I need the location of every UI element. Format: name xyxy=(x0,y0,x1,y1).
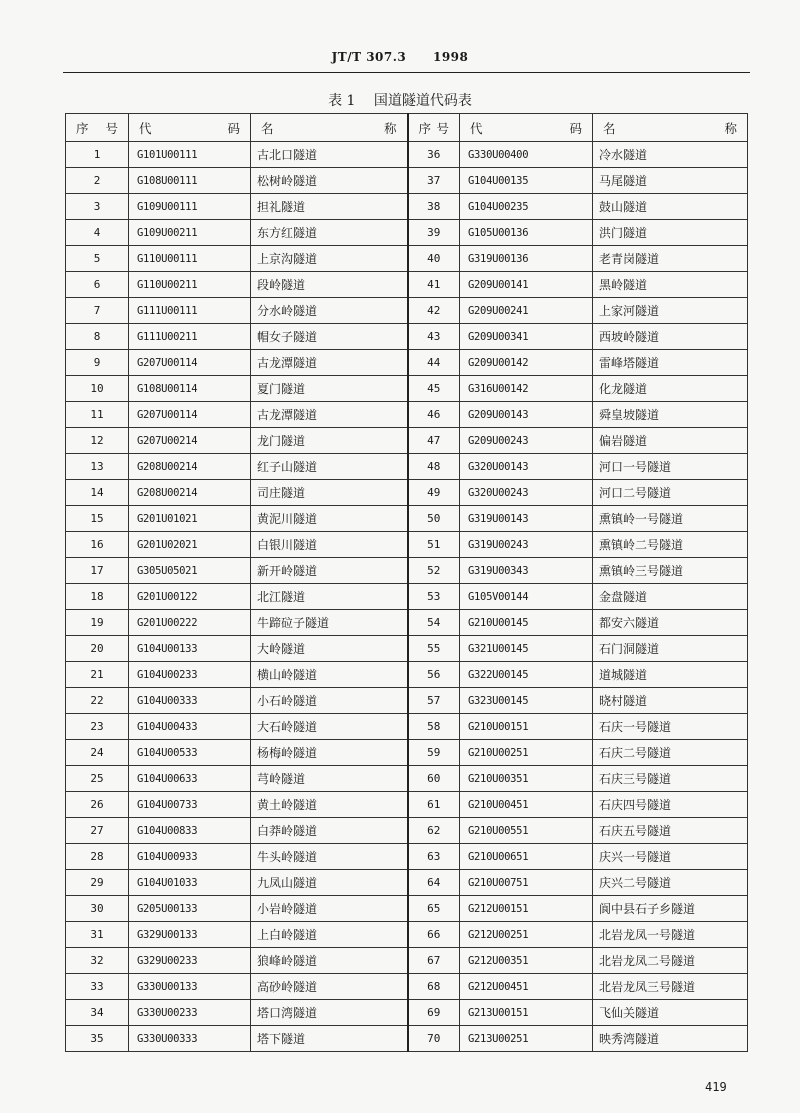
seq-cell: 42 xyxy=(408,298,460,324)
name-cell: 马尾隧道 xyxy=(593,168,748,194)
code-cell: G322U00145 xyxy=(460,662,593,688)
name-cell: 河口一号隧道 xyxy=(593,454,748,480)
header-char: 码 xyxy=(227,120,240,136)
name-cell: 北岩龙凤一号隧道 xyxy=(593,922,748,948)
name-cell: 北岩龙凤三号隧道 xyxy=(593,974,748,1000)
name-cell: 杨梅岭隧道 xyxy=(251,740,408,766)
seq-cell: 31 xyxy=(66,922,129,948)
name-cell: 分水岭隧道 xyxy=(251,298,408,324)
code-cell: G320U00243 xyxy=(460,480,593,506)
name-cell: 龙门隧道 xyxy=(251,428,408,454)
name-cell: 阆中县石子乡隧道 xyxy=(593,896,748,922)
code-cell: G209U00141 xyxy=(460,272,593,298)
standard-number: JT/T 307.3 xyxy=(331,50,407,64)
seq-cell: 67 xyxy=(408,948,460,974)
name-cell: 松树岭隧道 xyxy=(251,168,408,194)
header-label xyxy=(66,119,128,137)
header-char: 名 xyxy=(261,120,274,136)
seq-cell: 69 xyxy=(408,1000,460,1026)
code-cell: G330U00333 xyxy=(129,1026,251,1052)
name-cell: 庆兴一号隧道 xyxy=(593,844,748,870)
header-seq-left xyxy=(66,114,129,142)
seq-cell: 15 xyxy=(66,506,129,532)
code-cell: G209U00142 xyxy=(460,350,593,376)
seq-cell: 58 xyxy=(408,714,460,740)
seq-cell: 36 xyxy=(408,142,460,168)
seq-cell: 8 xyxy=(66,324,129,350)
table-row xyxy=(66,428,748,454)
seq-cell: 61 xyxy=(408,792,460,818)
name-cell: 石庆五号隧道 xyxy=(593,818,748,844)
name-cell: 金盘隧道 xyxy=(593,584,748,610)
name-cell: 白莽岭隧道 xyxy=(251,818,408,844)
table-number: 表 1 xyxy=(328,93,356,109)
code-cell: G213U00251 xyxy=(460,1026,593,1052)
code-cell: G212U00251 xyxy=(460,922,593,948)
code-cell: G201U00222 xyxy=(129,610,251,636)
table-row xyxy=(66,792,748,818)
name-cell: 北岩龙凤二号隧道 xyxy=(593,948,748,974)
table-row xyxy=(66,168,748,194)
table-row xyxy=(66,376,748,402)
table-row xyxy=(66,194,748,220)
seq-cell: 48 xyxy=(408,454,460,480)
table-row xyxy=(66,402,748,428)
name-cell: 高砂岭隧道 xyxy=(251,974,408,1000)
name-cell: 庆兴二号隧道 xyxy=(593,870,748,896)
name-cell: 北江隧道 xyxy=(251,584,408,610)
code-cell: G323U00145 xyxy=(460,688,593,714)
code-cell: G210U00451 xyxy=(460,792,593,818)
seq-cell: 23 xyxy=(66,714,129,740)
seq-cell: 9 xyxy=(66,350,129,376)
name-cell: 段岭隧道 xyxy=(251,272,408,298)
name-cell: 老青岗隧道 xyxy=(593,246,748,272)
code-cell: G210U00251 xyxy=(460,740,593,766)
name-cell: 河口二号隧道 xyxy=(593,480,748,506)
code-cell: G329U00133 xyxy=(129,922,251,948)
header-name-left xyxy=(251,114,408,142)
table-row xyxy=(66,246,748,272)
table-row xyxy=(66,298,748,324)
code-cell: G330U00133 xyxy=(129,974,251,1000)
seq-cell: 2 xyxy=(66,168,129,194)
code-cell: G110U00111 xyxy=(129,246,251,272)
name-cell: 石庆四号隧道 xyxy=(593,792,748,818)
name-cell: 古北口隧道 xyxy=(251,142,408,168)
name-cell: 狼峰岭隧道 xyxy=(251,948,408,974)
name-cell: 石庆一号隧道 xyxy=(593,714,748,740)
seq-cell: 44 xyxy=(408,350,460,376)
code-cell: G208U00214 xyxy=(129,480,251,506)
name-cell: 古龙潭隧道 xyxy=(251,350,408,376)
header-char: 序 xyxy=(76,120,89,136)
table-row xyxy=(66,532,748,558)
name-cell: 偏岩隧道 xyxy=(593,428,748,454)
code-cell: G111U00211 xyxy=(129,324,251,350)
header-char: 号 xyxy=(436,120,449,136)
code-cell: G208U00214 xyxy=(129,454,251,480)
seq-cell: 27 xyxy=(66,818,129,844)
code-cell: G207U00114 xyxy=(129,350,251,376)
code-cell: G210U00751 xyxy=(460,870,593,896)
code-cell: G212U00451 xyxy=(460,974,593,1000)
name-cell: 塔口湾隧道 xyxy=(251,1000,408,1026)
name-cell: 冷水隧道 xyxy=(593,142,748,168)
name-cell: 新开岭隧道 xyxy=(251,558,408,584)
header-label xyxy=(409,119,460,137)
seq-cell: 45 xyxy=(408,376,460,402)
seq-cell: 52 xyxy=(408,558,460,584)
seq-cell: 41 xyxy=(408,272,460,298)
name-cell: 东方红隧道 xyxy=(251,220,408,246)
header-code-right xyxy=(460,114,593,142)
name-cell: 鼓山隧道 xyxy=(593,194,748,220)
code-cell: G207U00214 xyxy=(129,428,251,454)
table-row xyxy=(66,610,748,636)
table-row xyxy=(66,506,748,532)
seq-cell: 30 xyxy=(66,896,129,922)
code-cell: G319U00243 xyxy=(460,532,593,558)
name-cell: 九凤山隧道 xyxy=(251,870,408,896)
seq-cell: 55 xyxy=(408,636,460,662)
seq-cell: 65 xyxy=(408,896,460,922)
seq-cell: 60 xyxy=(408,766,460,792)
seq-cell: 25 xyxy=(66,766,129,792)
name-cell: 大石岭隧道 xyxy=(251,714,408,740)
seq-cell: 6 xyxy=(66,272,129,298)
code-cell: G316U00142 xyxy=(460,376,593,402)
name-cell: 横山岭隧道 xyxy=(251,662,408,688)
code-cell: G207U00114 xyxy=(129,402,251,428)
header-char: 名 xyxy=(603,120,616,136)
name-cell: 小石岭隧道 xyxy=(251,688,408,714)
code-cell: G330U00400 xyxy=(460,142,593,168)
seq-cell: 38 xyxy=(408,194,460,220)
seq-cell: 20 xyxy=(66,636,129,662)
code-cell: G305U05021 xyxy=(129,558,251,584)
table-row xyxy=(66,688,748,714)
code-cell: G105U00136 xyxy=(460,220,593,246)
code-cell: G104U00533 xyxy=(129,740,251,766)
code-cell: G104U00135 xyxy=(460,168,593,194)
seq-cell: 29 xyxy=(66,870,129,896)
seq-cell: 43 xyxy=(408,324,460,350)
table-row xyxy=(66,272,748,298)
seq-cell: 26 xyxy=(66,792,129,818)
seq-cell: 64 xyxy=(408,870,460,896)
name-cell: 小岩岭隧道 xyxy=(251,896,408,922)
header-label xyxy=(593,119,747,137)
name-cell: 黄泥川隧道 xyxy=(251,506,408,532)
name-cell: 洪门隧道 xyxy=(593,220,748,246)
seq-cell: 33 xyxy=(66,974,129,1000)
name-cell: 牛头岭隧道 xyxy=(251,844,408,870)
table-row xyxy=(66,350,748,376)
code-cell: G101U00111 xyxy=(129,142,251,168)
name-cell: 舜皇坡隧道 xyxy=(593,402,748,428)
code-cell: G205U00133 xyxy=(129,896,251,922)
name-cell: 都安六隧道 xyxy=(593,610,748,636)
table-row xyxy=(66,740,748,766)
code-cell: G109U00211 xyxy=(129,220,251,246)
table-row xyxy=(66,1000,748,1026)
code-cell: G213U00151 xyxy=(460,1000,593,1026)
code-cell: G209U00143 xyxy=(460,402,593,428)
seq-cell: 54 xyxy=(408,610,460,636)
seq-cell: 46 xyxy=(408,402,460,428)
code-cell: G105V00144 xyxy=(460,584,593,610)
seq-cell: 34 xyxy=(66,1000,129,1026)
name-cell: 西坡岭隧道 xyxy=(593,324,748,350)
name-cell: 石庆二号隧道 xyxy=(593,740,748,766)
table-row xyxy=(66,870,748,896)
table-body xyxy=(66,142,748,1052)
name-cell: 塔下隧道 xyxy=(251,1026,408,1052)
code-cell: G201U00122 xyxy=(129,584,251,610)
seq-cell: 17 xyxy=(66,558,129,584)
seq-cell: 21 xyxy=(66,662,129,688)
table-row xyxy=(66,896,748,922)
table-row xyxy=(66,558,748,584)
seq-cell: 37 xyxy=(408,168,460,194)
code-cell: G109U00111 xyxy=(129,194,251,220)
name-cell: 上京沟隧道 xyxy=(251,246,408,272)
seq-cell: 5 xyxy=(66,246,129,272)
table-row xyxy=(66,922,748,948)
name-cell: 映秀湾隧道 xyxy=(593,1026,748,1052)
header-label xyxy=(251,119,407,137)
header-char: 代 xyxy=(139,120,152,136)
seq-cell: 66 xyxy=(408,922,460,948)
code-cell: G110U00211 xyxy=(129,272,251,298)
name-cell: 古龙潭隧道 xyxy=(251,402,408,428)
name-cell: 石庆三号隧道 xyxy=(593,766,748,792)
table-row xyxy=(66,220,748,246)
seq-cell: 14 xyxy=(66,480,129,506)
header-char: 号 xyxy=(105,120,118,136)
name-cell: 担礼隧道 xyxy=(251,194,408,220)
code-cell: G201U02021 xyxy=(129,532,251,558)
code-cell: G104U00733 xyxy=(129,792,251,818)
code-cell: G104U00633 xyxy=(129,766,251,792)
name-cell: 牛蹄砬子隧道 xyxy=(251,610,408,636)
code-cell: G209U00243 xyxy=(460,428,593,454)
code-cell: G212U00351 xyxy=(460,948,593,974)
seq-cell: 4 xyxy=(66,220,129,246)
table-row xyxy=(66,948,748,974)
code-cell: G104U00833 xyxy=(129,818,251,844)
code-cell: G210U00551 xyxy=(460,818,593,844)
header-char: 称 xyxy=(724,120,737,136)
code-cell: G104U00933 xyxy=(129,844,251,870)
code-cell: G319U00136 xyxy=(460,246,593,272)
seq-cell: 28 xyxy=(66,844,129,870)
name-cell: 帽女子隧道 xyxy=(251,324,408,350)
seq-cell: 49 xyxy=(408,480,460,506)
table-row xyxy=(66,454,748,480)
name-cell: 黄土岭隧道 xyxy=(251,792,408,818)
code-cell: G111U00111 xyxy=(129,298,251,324)
code-cell: G319U00143 xyxy=(460,506,593,532)
name-cell: 上家河隧道 xyxy=(593,298,748,324)
table-title xyxy=(0,90,800,110)
header-char: 代 xyxy=(470,120,483,136)
name-cell: 熏镇岭一号隧道 xyxy=(593,506,748,532)
code-cell: G104U00433 xyxy=(129,714,251,740)
header-rule xyxy=(63,72,750,73)
name-cell: 大岭隧道 xyxy=(251,636,408,662)
seq-cell: 1 xyxy=(66,142,129,168)
seq-cell: 68 xyxy=(408,974,460,1000)
page-number: 419 xyxy=(705,1080,727,1094)
seq-cell: 56 xyxy=(408,662,460,688)
table-row xyxy=(66,1026,748,1052)
table-row xyxy=(66,818,748,844)
code-cell: G209U00341 xyxy=(460,324,593,350)
header-char: 码 xyxy=(569,120,582,136)
name-cell: 熏镇岭三号隧道 xyxy=(593,558,748,584)
name-cell: 道城隧道 xyxy=(593,662,748,688)
table-row xyxy=(66,766,748,792)
seq-cell: 10 xyxy=(66,376,129,402)
name-cell: 黑岭隧道 xyxy=(593,272,748,298)
seq-cell: 40 xyxy=(408,246,460,272)
code-cell: G209U00241 xyxy=(460,298,593,324)
name-cell: 晓村隧道 xyxy=(593,688,748,714)
seq-cell: 53 xyxy=(408,584,460,610)
code-cell: G201U01021 xyxy=(129,506,251,532)
seq-cell: 13 xyxy=(66,454,129,480)
seq-cell: 35 xyxy=(66,1026,129,1052)
seq-cell: 63 xyxy=(408,844,460,870)
code-cell: G210U00351 xyxy=(460,766,593,792)
header-label xyxy=(460,119,592,137)
table-row xyxy=(66,480,748,506)
header-code-left xyxy=(129,114,251,142)
table-row xyxy=(66,324,748,350)
seq-cell: 50 xyxy=(408,506,460,532)
header-char: 序 xyxy=(418,120,432,136)
table-row xyxy=(66,714,748,740)
code-cell: G108U00111 xyxy=(129,168,251,194)
seq-cell: 16 xyxy=(66,532,129,558)
name-cell: 夏门隧道 xyxy=(251,376,408,402)
seq-cell: 12 xyxy=(66,428,129,454)
name-cell: 飞仙关隧道 xyxy=(593,1000,748,1026)
seq-cell: 39 xyxy=(408,220,460,246)
seq-cell: 19 xyxy=(66,610,129,636)
name-cell: 上白岭隧道 xyxy=(251,922,408,948)
running-header xyxy=(0,50,800,64)
seq-cell: 57 xyxy=(408,688,460,714)
name-cell: 红子山隧道 xyxy=(251,454,408,480)
name-cell: 石门洞隧道 xyxy=(593,636,748,662)
header-name-right xyxy=(593,114,748,142)
code-cell: G321U00145 xyxy=(460,636,593,662)
standard-year: 1998 xyxy=(432,50,469,64)
tunnel-code-table xyxy=(65,113,748,1052)
table-row xyxy=(66,844,748,870)
code-cell: G210U00145 xyxy=(460,610,593,636)
seq-cell: 3 xyxy=(66,194,129,220)
seq-cell: 11 xyxy=(66,402,129,428)
seq-cell: 24 xyxy=(66,740,129,766)
header-label xyxy=(129,119,250,137)
code-cell: G210U00651 xyxy=(460,844,593,870)
seq-cell: 51 xyxy=(408,532,460,558)
name-cell: 雷峰塔隧道 xyxy=(593,350,748,376)
seq-cell: 59 xyxy=(408,740,460,766)
code-cell: G104U00233 xyxy=(129,662,251,688)
header-char: 称 xyxy=(383,120,397,136)
seq-cell: 47 xyxy=(408,428,460,454)
seq-cell: 22 xyxy=(66,688,129,714)
name-cell: 芎岭隧道 xyxy=(251,766,408,792)
header-seq-right xyxy=(408,114,460,142)
name-cell: 白银川隧道 xyxy=(251,532,408,558)
code-cell: G319U00343 xyxy=(460,558,593,584)
seq-cell: 7 xyxy=(66,298,129,324)
seq-cell: 32 xyxy=(66,948,129,974)
table-caption: 国道隧道代码表 xyxy=(373,93,472,109)
table-header-row xyxy=(66,114,748,142)
code-cell: G104U00133 xyxy=(129,636,251,662)
name-cell: 化龙隧道 xyxy=(593,376,748,402)
code-cell: G210U00151 xyxy=(460,714,593,740)
code-cell: G212U00151 xyxy=(460,896,593,922)
code-cell: G320U00143 xyxy=(460,454,593,480)
name-cell: 司庄隧道 xyxy=(251,480,408,506)
code-cell: G108U00114 xyxy=(129,376,251,402)
table-row xyxy=(66,662,748,688)
table-row xyxy=(66,584,748,610)
code-cell: G104U01033 xyxy=(129,870,251,896)
seq-cell: 62 xyxy=(408,818,460,844)
seq-cell: 18 xyxy=(66,584,129,610)
name-cell: 熏镇岭二号隧道 xyxy=(593,532,748,558)
table-row xyxy=(66,142,748,168)
table-row xyxy=(66,974,748,1000)
table-row xyxy=(66,636,748,662)
code-cell: G104U00333 xyxy=(129,688,251,714)
code-cell: G104U00235 xyxy=(460,194,593,220)
code-cell: G329U00233 xyxy=(129,948,251,974)
code-cell: G330U00233 xyxy=(129,1000,251,1026)
seq-cell: 70 xyxy=(408,1026,460,1052)
